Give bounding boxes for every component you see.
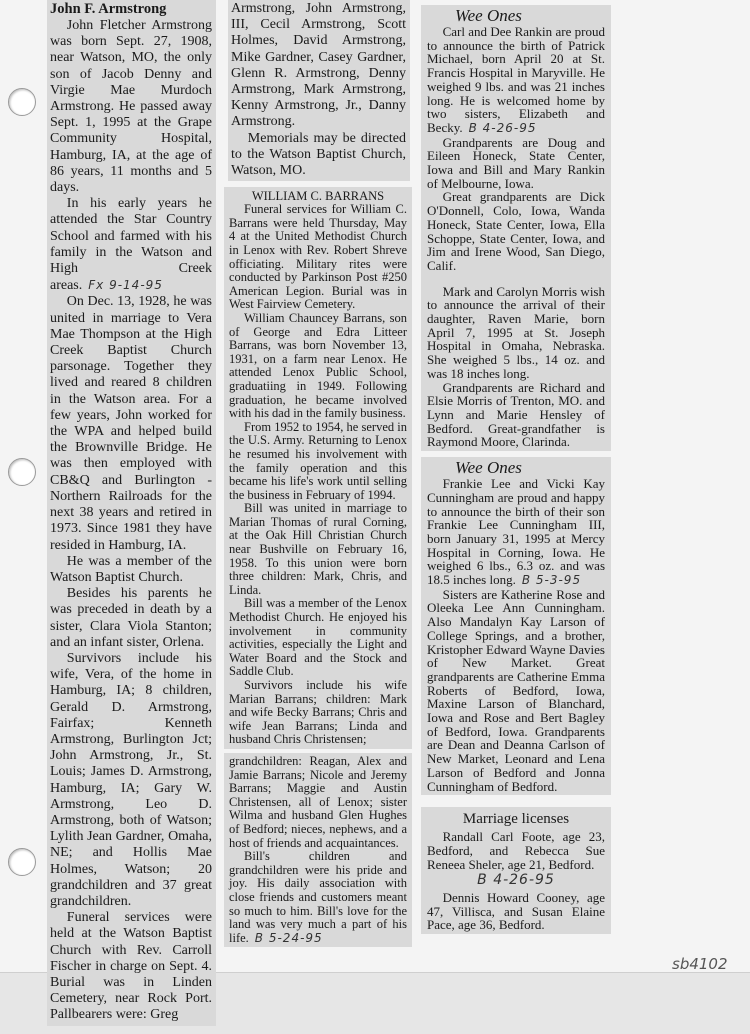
paragraph: Survivors include his wife Marian Barrans; children: Mark and wife Becky Barrans; Chris and wife Jean Barrans; Linda and husband Chris Christensen; xyxy=(229,678,407,747)
wee-ones-clipping-2 xyxy=(421,457,611,795)
handwritten-note: B 5-3-95 xyxy=(521,573,582,588)
paragraph-text: Frankie Lee and Vicki Kay Cunningham are proud and happy to announce the birth of their son Frankie Lee Cunningham III, born January 31, 1995 at Mercy Hospital in Corning, Iowa. He weighed 6 lbs., 6.3 oz. and was 18.5 inches long. xyxy=(427,476,605,588)
paragraph: Funeral services were held at the Watson Baptist Church with Rev. Carroll Fischer in charge on Sept. 4. Burial was in Linden Cemetery, near Rock Port. Pallbearers were: Greg xyxy=(50,910,212,1023)
paragraph: Mark and Carolyn Morris wish to announce the arrival of their daughter, Raven Marie, born April 7, 1995 at St. Joseph Hospital in Omaha, Nebraska. She weighed 5 lbs., 14 oz. and was 18 inches long. xyxy=(427,283,605,381)
barrans-obituary-clipping xyxy=(224,187,412,749)
column-1 xyxy=(47,0,216,1026)
paragraph: Bill was united in marriage to Marian Thomas of rural Corning, at the Oak Hill Christian Church near Bushville on February 16, 1958. To this union were born three children: Mark, Chris, and Linda. xyxy=(229,501,407,597)
paragraph: He was a member of the Watson Baptist Church. xyxy=(50,553,212,585)
paragraph-text: Carl and Dee Rankin are proud to announce the birth of Patrick Michael, born April 20 at St. Francis Hospital in Maryville. He weighed 9 lbs. and was 21 inches long. He is welcomed home by two sisters, Elizabeth and Becky. xyxy=(427,24,605,135)
paragraph: Funeral services for William C. Barrans were held Thursday, May 4 at the United Methodist Church in Lenox with Rev. Robert Shreve officiating. Military rites were conducted by Parkinson Post #250 American Legion. Burial was in West Fairview Cemetery. xyxy=(229,202,407,312)
paragraph: On Dec. 13, 1928, he was united in marriage to Vera Mae Thompson at the High Creek Baptist Church parsonage. Together they lived and reared 8 children in the Watson area. For a few years, John worked for the WPA and helped build the Brownville Bridge. He was then employed with CB&Q and Burlington - Northern Railroads for the next 38 years and retired in 1973. Since 1981 they have resided in Hamburg, IA. xyxy=(50,294,212,553)
section-title: Wee Ones xyxy=(455,6,522,25)
paragraph: Armstrong, John Armstrong, III, Cecil Armstrong, Scott Holmes, David Armstrong, Mike Gardner, Casey Gardner, Glenn R. Armstrong, Denny Armstrong, Mark Armstrong, Kenny Armstrong, Jr., Danny Armstrong. xyxy=(231,1,406,130)
paragraph: Grandparents are Richard and Elsie Morris of Trenton, MO. and Lynn and Marie Hensley of Bedford. Great-grandfather is Raymond Moore, Clarinda. xyxy=(427,379,605,450)
spacer xyxy=(427,273,605,285)
punch-hole xyxy=(8,88,36,116)
paragraph: Besides his parents he was preceded in death by a sister, Clara Viola Stanton; and an infant sister, Orlena. xyxy=(50,586,212,650)
paragraph xyxy=(229,850,407,945)
paragraph: Grandparents are Doug and Eileen Honeck, State Center, Iowa and Bill and Mary Rankin of Melbourne, Iowa. xyxy=(427,134,605,191)
paragraph: William Chauncey Barrans, son of George and Edra Litteer Barrans, was born November 13, 1931, on a farm near Lenox. He attended Lenox Public School, graduatiing in 1949. Following graduation, he became involved with his dad in the family business. xyxy=(229,310,407,421)
handwritten-note: B 4-26-95 xyxy=(468,120,537,135)
handwritten-note: B 5-24-95 xyxy=(254,930,323,945)
page-id-handwritten: sb4102 xyxy=(672,955,728,973)
punch-hole xyxy=(8,458,36,486)
paragraph xyxy=(50,196,212,294)
paragraph: Memorials may be directed to the Watson Baptist Church, Watson, MO. xyxy=(231,130,406,179)
paragraph-text: Bill's children and grandchildren were his pride and joy. His daily association with close friends and customers meant so much to him. Bill's love for the land was very much a part of his life. xyxy=(229,849,407,945)
wee-ones-clipping xyxy=(421,5,611,451)
paragraph: From 1952 to 1954, he served in the U.S. Army. Returning to Lenox he resumed his involvement with the family operation and this became his life's work until selling the business in February of 1994. xyxy=(229,419,407,502)
section-title: Marriage licenses xyxy=(462,811,570,828)
paragraph: Great grandparents are Dick O'Donnell, Colo, Iowa, Wanda Honeck, State Center, Iowa, Ella Schoppe, State Center, Iowa, and Jim and Irene Wood, San Diego, Calif. xyxy=(427,189,605,273)
armstrong-obituary-clipping xyxy=(47,0,216,1026)
marriage-licenses-clipping xyxy=(421,807,611,934)
paragraph xyxy=(50,651,212,910)
paragraph-text: In his early years he attended the Star Country School and farmed with his family in the Watson and High Creek areas. xyxy=(50,196,212,294)
paragraph: John Fletcher Armstrong was born Sept. 27, 1908, near Watson, MO, the only son of Jacob Denny and Virgie Mae Murdoch Armstrong. He passed away Sept. 1, 1995 at the Grape Community Hospital, Hamburg, IA, at the age of 86 years, 11 months and 5 days. xyxy=(50,18,212,196)
handwritten-note: Fx 9-14-95 xyxy=(88,278,163,293)
paragraph-text: IA; Gary W. Armstrong, Leo D. Armstrong, both of Watson; Lylith Jean Gardner, Omaha, NE; and Hollis Mae Holmes, Watson; 20 grandchildren and 37 great grandchildren. xyxy=(50,780,213,909)
punch-hole xyxy=(8,848,36,876)
section-title: Wee Ones xyxy=(455,458,522,478)
paragraph: grandchildren: Reagan, Alex and Jamie Barrans; Nicole and Jeremy Barrans; Maggie and Austin Christensen, all of Lenox; sister Wilma and husband Glen Hughes of Bedford; nieces, nephews, and a host of friends and acquaintances. xyxy=(229,753,407,850)
armstrong-continuation-clipping xyxy=(228,0,410,181)
paragraph: Dennis Howard Cooney, age 47, Villisca, and Susan Elaine Pace, age 36, Bedford. xyxy=(427,890,605,933)
paragraph xyxy=(427,477,605,588)
paragraph: Randall Carl Foote, age 23, Bedford, and Rebecca Sue Reneea Sheler, age 21, Bedford. xyxy=(427,829,605,872)
obituary-title: John F. Armstrong xyxy=(50,1,167,17)
obituary-title: WILLIAM C. BARRANS xyxy=(251,189,385,204)
paragraph: Bill was a member of the Lenox Methodist Church. He enjoyed his involvement in community activities, especially the Light and Water Board and the Stock and Saddle Club. xyxy=(229,596,407,679)
column-2 xyxy=(224,0,412,947)
barrans-obituary-continuation xyxy=(224,753,412,947)
column-3 xyxy=(421,5,611,934)
paragraph: Sisters are Katherine Rose and Oleeka Lee Ann Cunningham. Also Mandalyn Kay Larson of College Springs, and a brother, Kristopher Edward Wayne Davies of New Market. Great grandparents are Catherine Emma Roberts of Bedford, Iowa, Maxine Larson of Blanchard, Iowa and Rose and Bert Bagley of Bedford, Iowa. Grandparents are Dean and Deanna Carlson of New Market, Leonard and Lena Larson of Bedford and Jonna Cunningham of Bedford. xyxy=(427,586,605,794)
paragraph-text: Survivors include his wife, Vera, of the home in Hamburg, IA; 8 children, Gerald D. Armstrong, Fairfax; Kenneth Armstrong, Burlington Jct; John Armstrong, Jr., St. Louis; James D. Armstrong, Hamburg, xyxy=(50,650,212,796)
handwritten-note: B 4-26-95 xyxy=(477,872,555,889)
paragraph xyxy=(427,25,605,136)
